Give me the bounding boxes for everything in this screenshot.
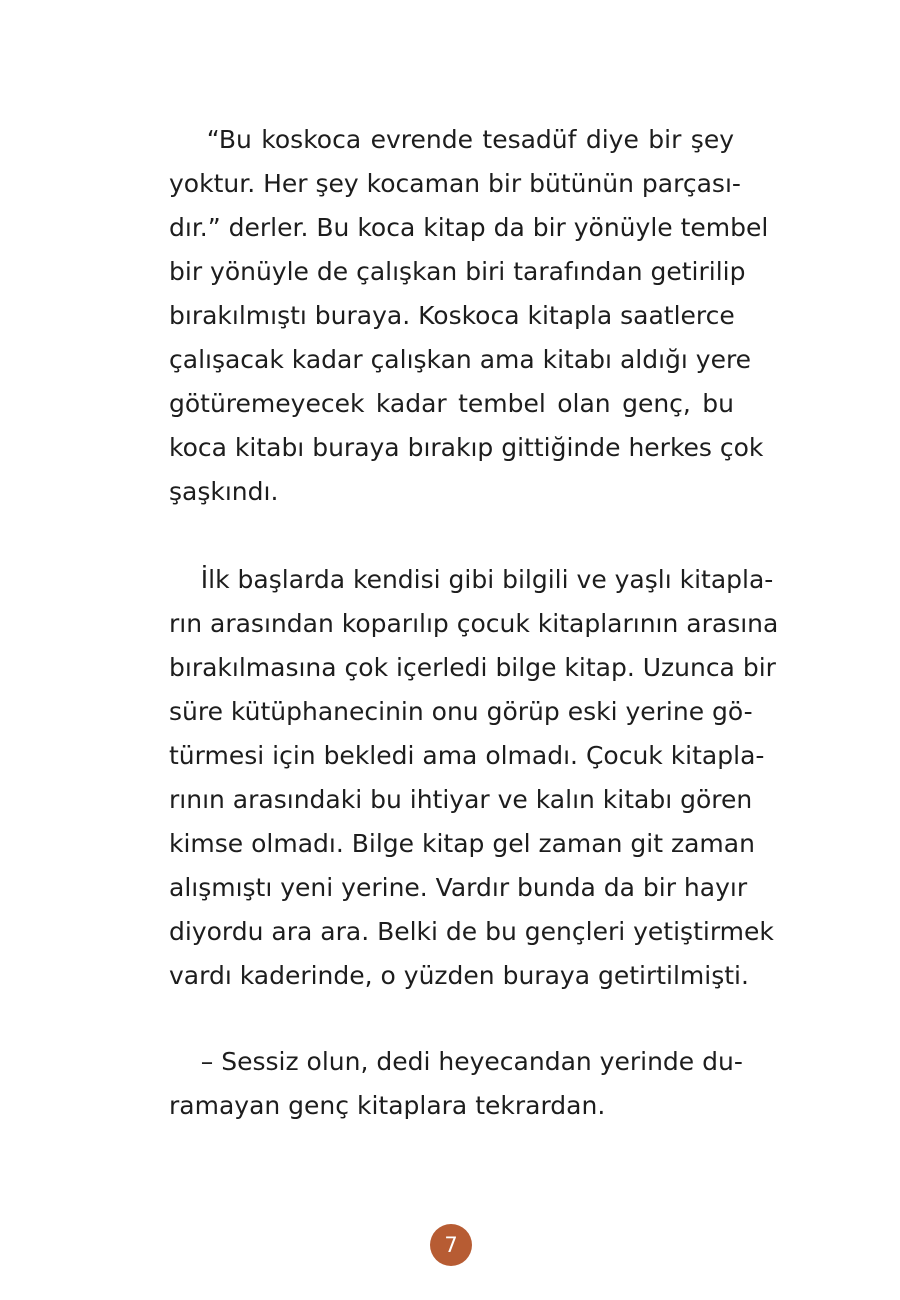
page-number-badge bbox=[430, 1224, 472, 1266]
text-line: bırakılmıştı buraya. Koskoca kitapla saatlerce bbox=[169, 301, 735, 330]
paragraph-3 bbox=[169, 1040, 743, 1128]
text-line: koca kitabı buraya bırakıp gittiğinde herkes çok bbox=[169, 433, 764, 462]
text-line: yoktur. Her şey kocaman bir bütünün parçası- bbox=[169, 169, 741, 198]
paragraph-2 bbox=[169, 558, 779, 998]
text-line: alışmıştı yeni yerine. Vardır bunda da bir hayır bbox=[169, 873, 748, 902]
text-line: İlk başlarda kendisi gibi bilgili ve yaşlı kitapla- bbox=[169, 565, 774, 594]
text-line: vardı kaderinde, o yüzden buraya getirtilmişti. bbox=[169, 961, 749, 990]
text-line: rının arasındaki bu ihtiyar ve kalın kitabı gören bbox=[169, 785, 753, 814]
text-line: süre kütüphanecinin onu görüp eski yerine gö- bbox=[169, 697, 753, 726]
text-line: dır.” derler. Bu koca kitap da bir yönüyle tembel bbox=[169, 213, 769, 242]
text-line: – Sessiz olun, dedi heyecandan yerinde du- bbox=[169, 1047, 743, 1076]
text-line: çalışacak kadar çalışkan ama kitabı aldığı yere bbox=[169, 345, 752, 374]
text-line: bir yönüyle de çalışkan biri tarafından getirilip bbox=[169, 257, 746, 286]
page-number: 7 bbox=[444, 1233, 458, 1257]
paragraph-1 bbox=[169, 118, 769, 514]
text-line: türmesi için bekledi ama olmadı. Çocuk kitapla- bbox=[169, 741, 765, 770]
text-line: kimse olmadı. Bilge kitap gel zaman git zaman bbox=[169, 829, 755, 858]
body-text bbox=[169, 118, 779, 1128]
text-line: şaşkındı. bbox=[169, 477, 279, 506]
text-line: götüremeyecek kadar tembel olan genç, bu bbox=[169, 389, 734, 418]
text-line: bırakılmasına çok içerledi bilge kitap. Uzunca bir bbox=[169, 653, 776, 682]
text-line: ramayan genç kitaplara tekrardan. bbox=[169, 1091, 606, 1120]
text-line: diyordu ara ara. Belki de bu gençleri yetiştirmek bbox=[169, 917, 774, 946]
text-line: rın arasından koparılıp çocuk kitaplarının arasına bbox=[169, 609, 779, 638]
text-line: “Bu koskoca evrende tesadüf diye bir şey bbox=[169, 125, 734, 154]
